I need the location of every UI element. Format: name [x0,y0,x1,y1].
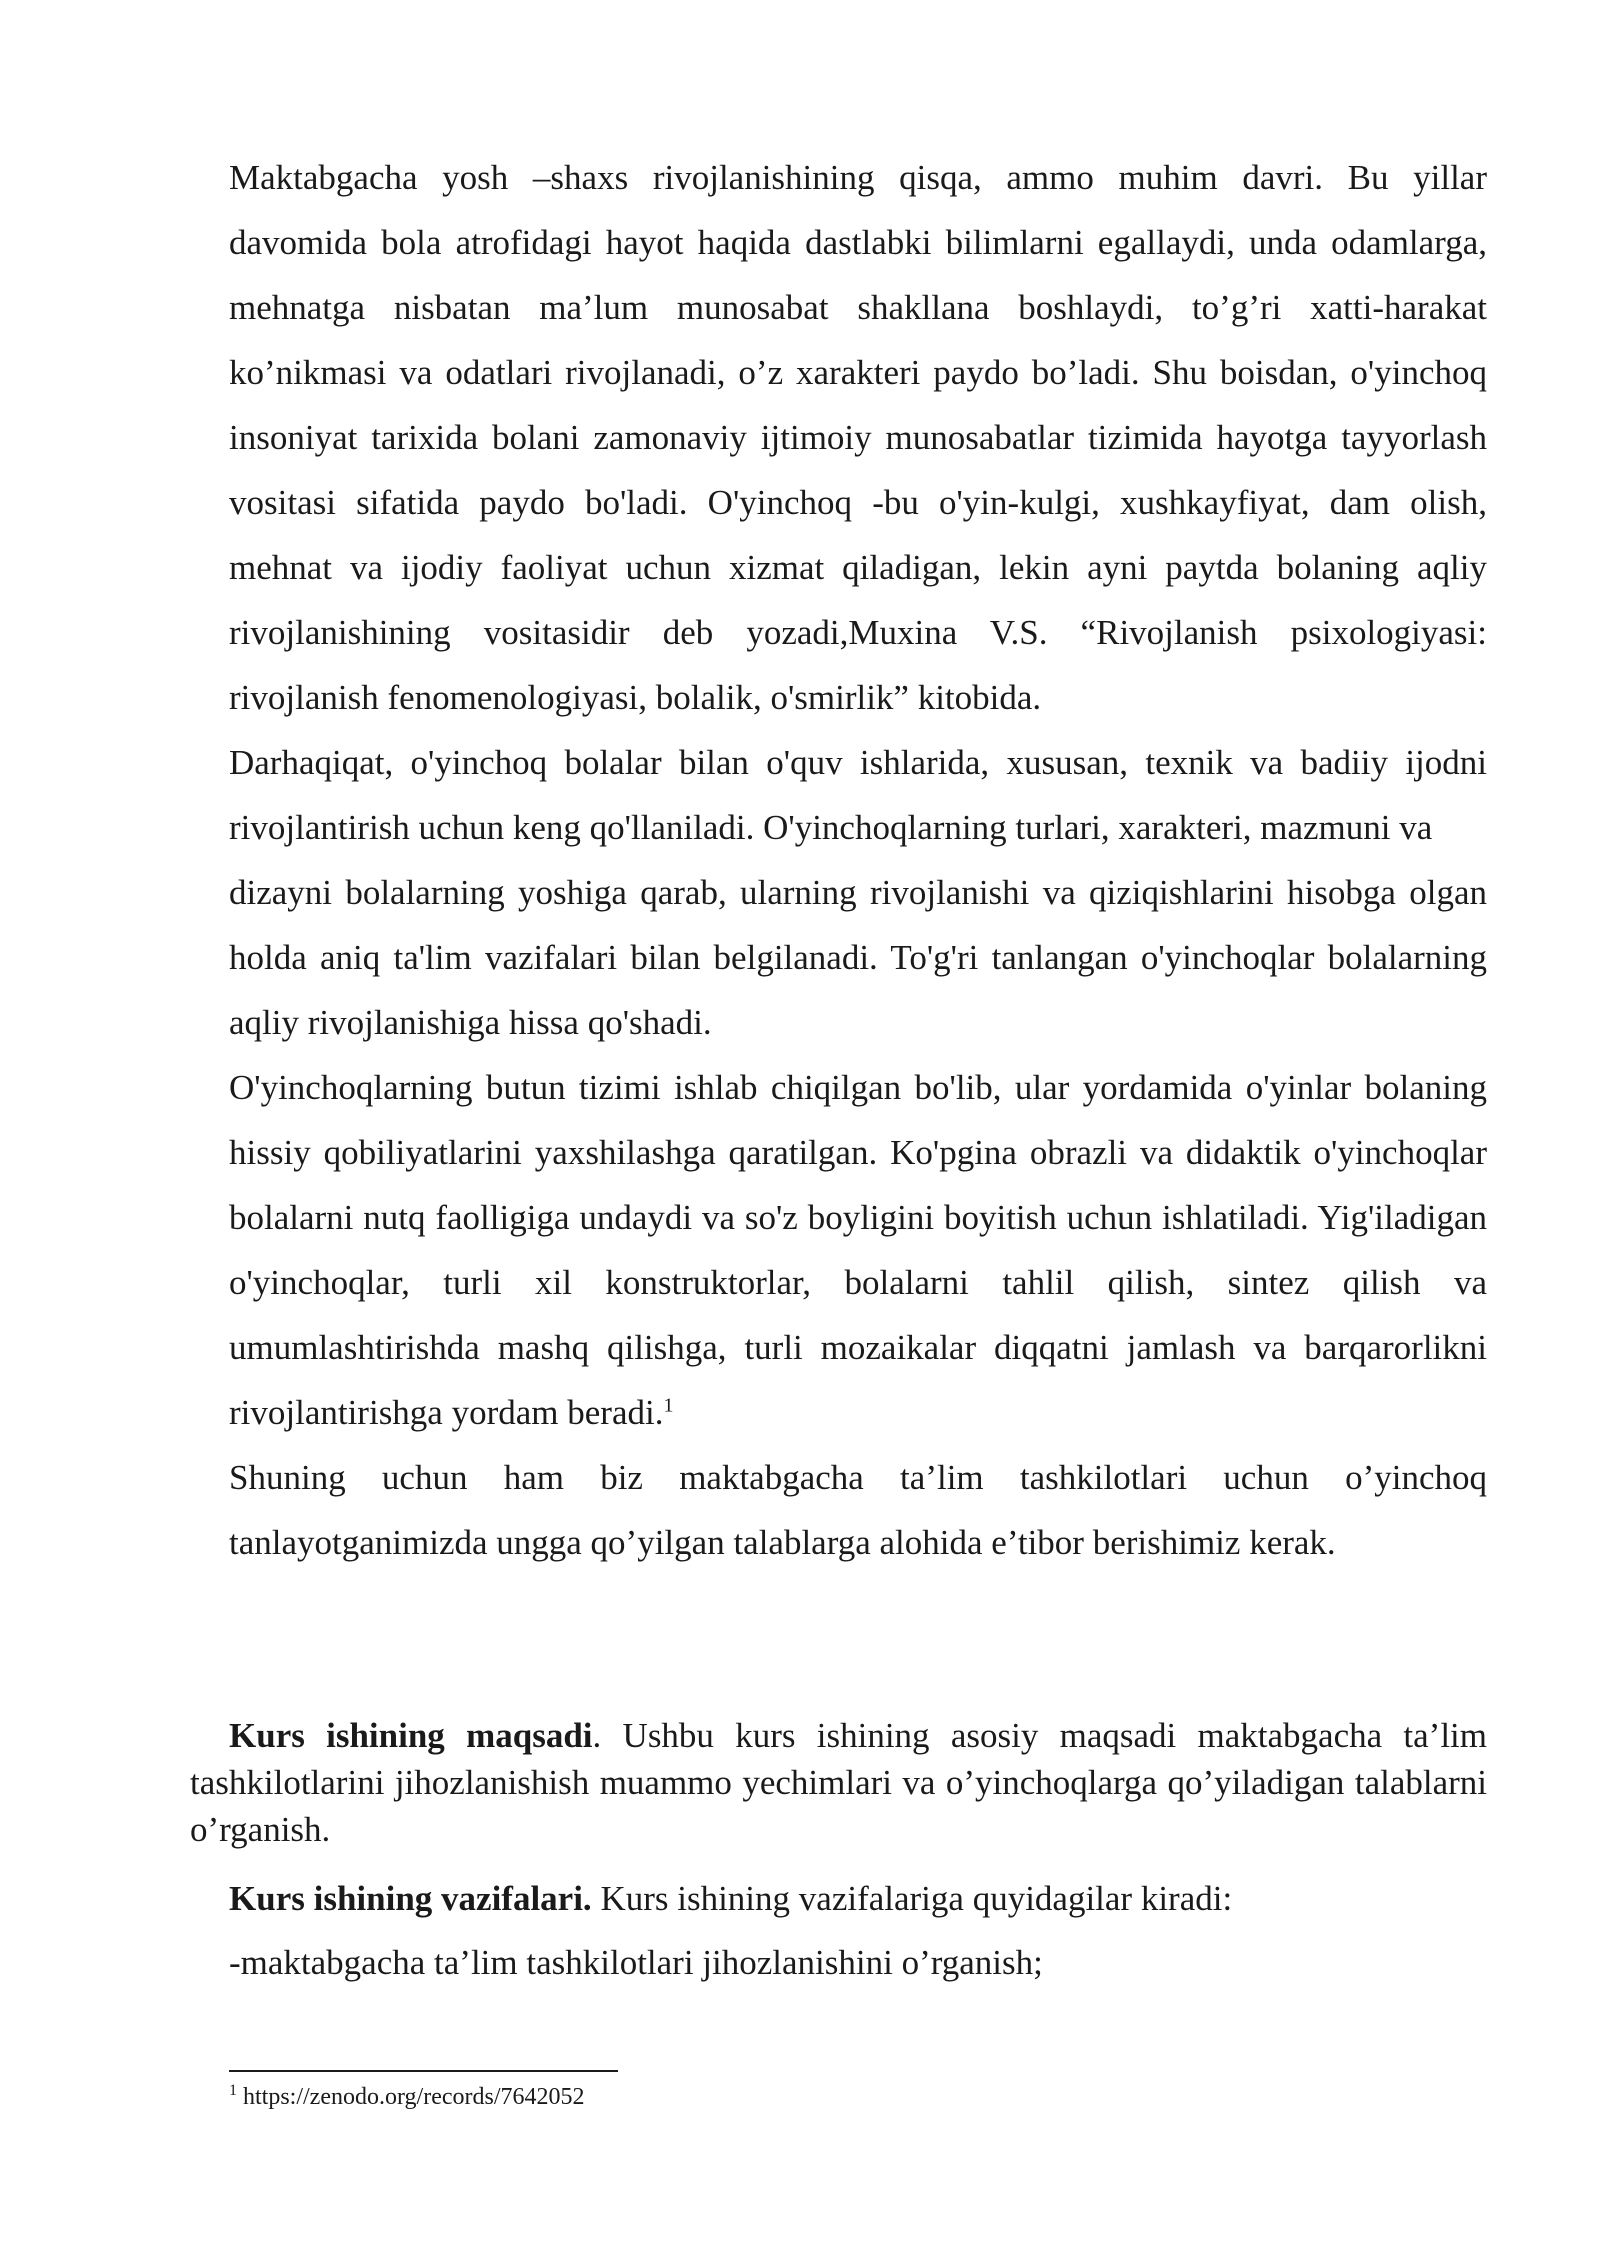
footnote-reference: 1 [663,1394,674,1417]
paragraph-conclusion: Shuning uchun ham biz maktabgacha ta’lim tashkilotlari uchun o’yinchoq tanlayotganimizda ungga qo’yilgan talablarga alohida e’tibor berishimiz kerak. [229,1458,1487,1562]
footnote-separator [229,2070,618,2072]
paragraph-toy-system-text: O'yinchoqlarning butun tizimi ishlab chiqilgan bo'lib, ular yordamida o'yinlar bolaning hissiy qobiliyatlarini yaxshilashga qaratilgan. Ko'pgina obrazli va didaktik o'yinchoqlar bolalarni nutq faolligiga undaydi va so'z boyligini boyitish uchun ishlatiladi. Yig'iladigan o'yinchoqlar, turli xil konstruktorlar, bolalarni tahlil qilish, sintez qilish va umumlashtirishda mashq qilishga, turli mozaikalar diqqatni jamlash va barqarorlikni rivojlantirishga yordam beradi. [229,1068,1487,1432]
footnote-number: 1 [229,2082,237,2099]
paragraph-toy-design: dizayni bolalarning yoshiga qarab, ularning rivojlanishi va qiziqishlarini hisobga olgan holda aniq ta'lim vazifalari bilan belgilanadi. To'g'ri tanlangan o'yinchoqlar bolalarning aqliy rivojlanishiga hissa qo'shadi. [229,873,1487,1042]
course-goal-paragraph [190,1712,1487,1853]
course-tasks-heading: Kurs ishining vazifalari. [229,1879,592,1918]
course-goal-heading: Kurs ishining maqsadi [229,1716,593,1755]
footnote [229,2082,585,2112]
paragraph-toys-usage: Darhaqiqat, o'yinchoq bolalar bilan o'quv ishlarida, xususan, texnik va badiiy ijodni rivojlantirish uchun keng qo'llaniladi. O'yinchoqlarning turlari, xarakteri, mazmuni va [229,743,1487,847]
paragraph-toy-system [229,1055,1487,1445]
course-goal-text: . Ushbu kurs ishining asosiy maqsadi maktabgacha ta’lim tashkilotlarini jihozlanishish muammo yechimlari va o’yinchoqlarga qo’yiladigan talablarni o’rganish. [190,1716,1487,1849]
task-list-item: -maktabgacha ta’lim tashkilotlari jihozlanishini o’rganish; [229,1943,1043,1982]
body-text-block [229,145,1487,1575]
course-tasks-text: Kurs ishining vazifalariga quyidagilar kiradi: [591,1879,1233,1918]
paragraph-preschool-age: Maktabgacha yosh –shaxs rivojlanishining qisqa, ammo muhim davri. Bu yillar davomida bola atrofidagi hayot haqida dastlabki bilimlarni egallaydi, unda odamlarga, mehnatga nisbatan ma’lum munosabat shakllana boshlaydi, to’g’ri xatti-harakat ko’nikmasi va odatlari rivojlanadi, o’z xarakteri paydo bo’ladi. Shu boisdan, o'yinchoq insoniyat tarixida bolani zamonaviy ijtimoiy munosabatlar tizimida hayotga tayyorlash vositasi sifatida paydo bo'ladi. O'yinchoq -bu o'yin-kulgi, xushkayfiyat, dam olish, mehnat va ijodiy faoliyat uchun xizmat qiladigan, lekin ayni paytda bolaning aqliy rivojlanishining vositasidir deb yozadi,Muxina V.S. “Rivojlanish psixologiyasi: rivojlanish fenomenologiyasi, bolalik, o'smirlik” kitobida. [229,158,1487,717]
course-tasks-paragraph [229,1866,1487,1931]
footnote-link[interactable]: https://zenodo.org/records/7642052 [243,2084,585,2110]
